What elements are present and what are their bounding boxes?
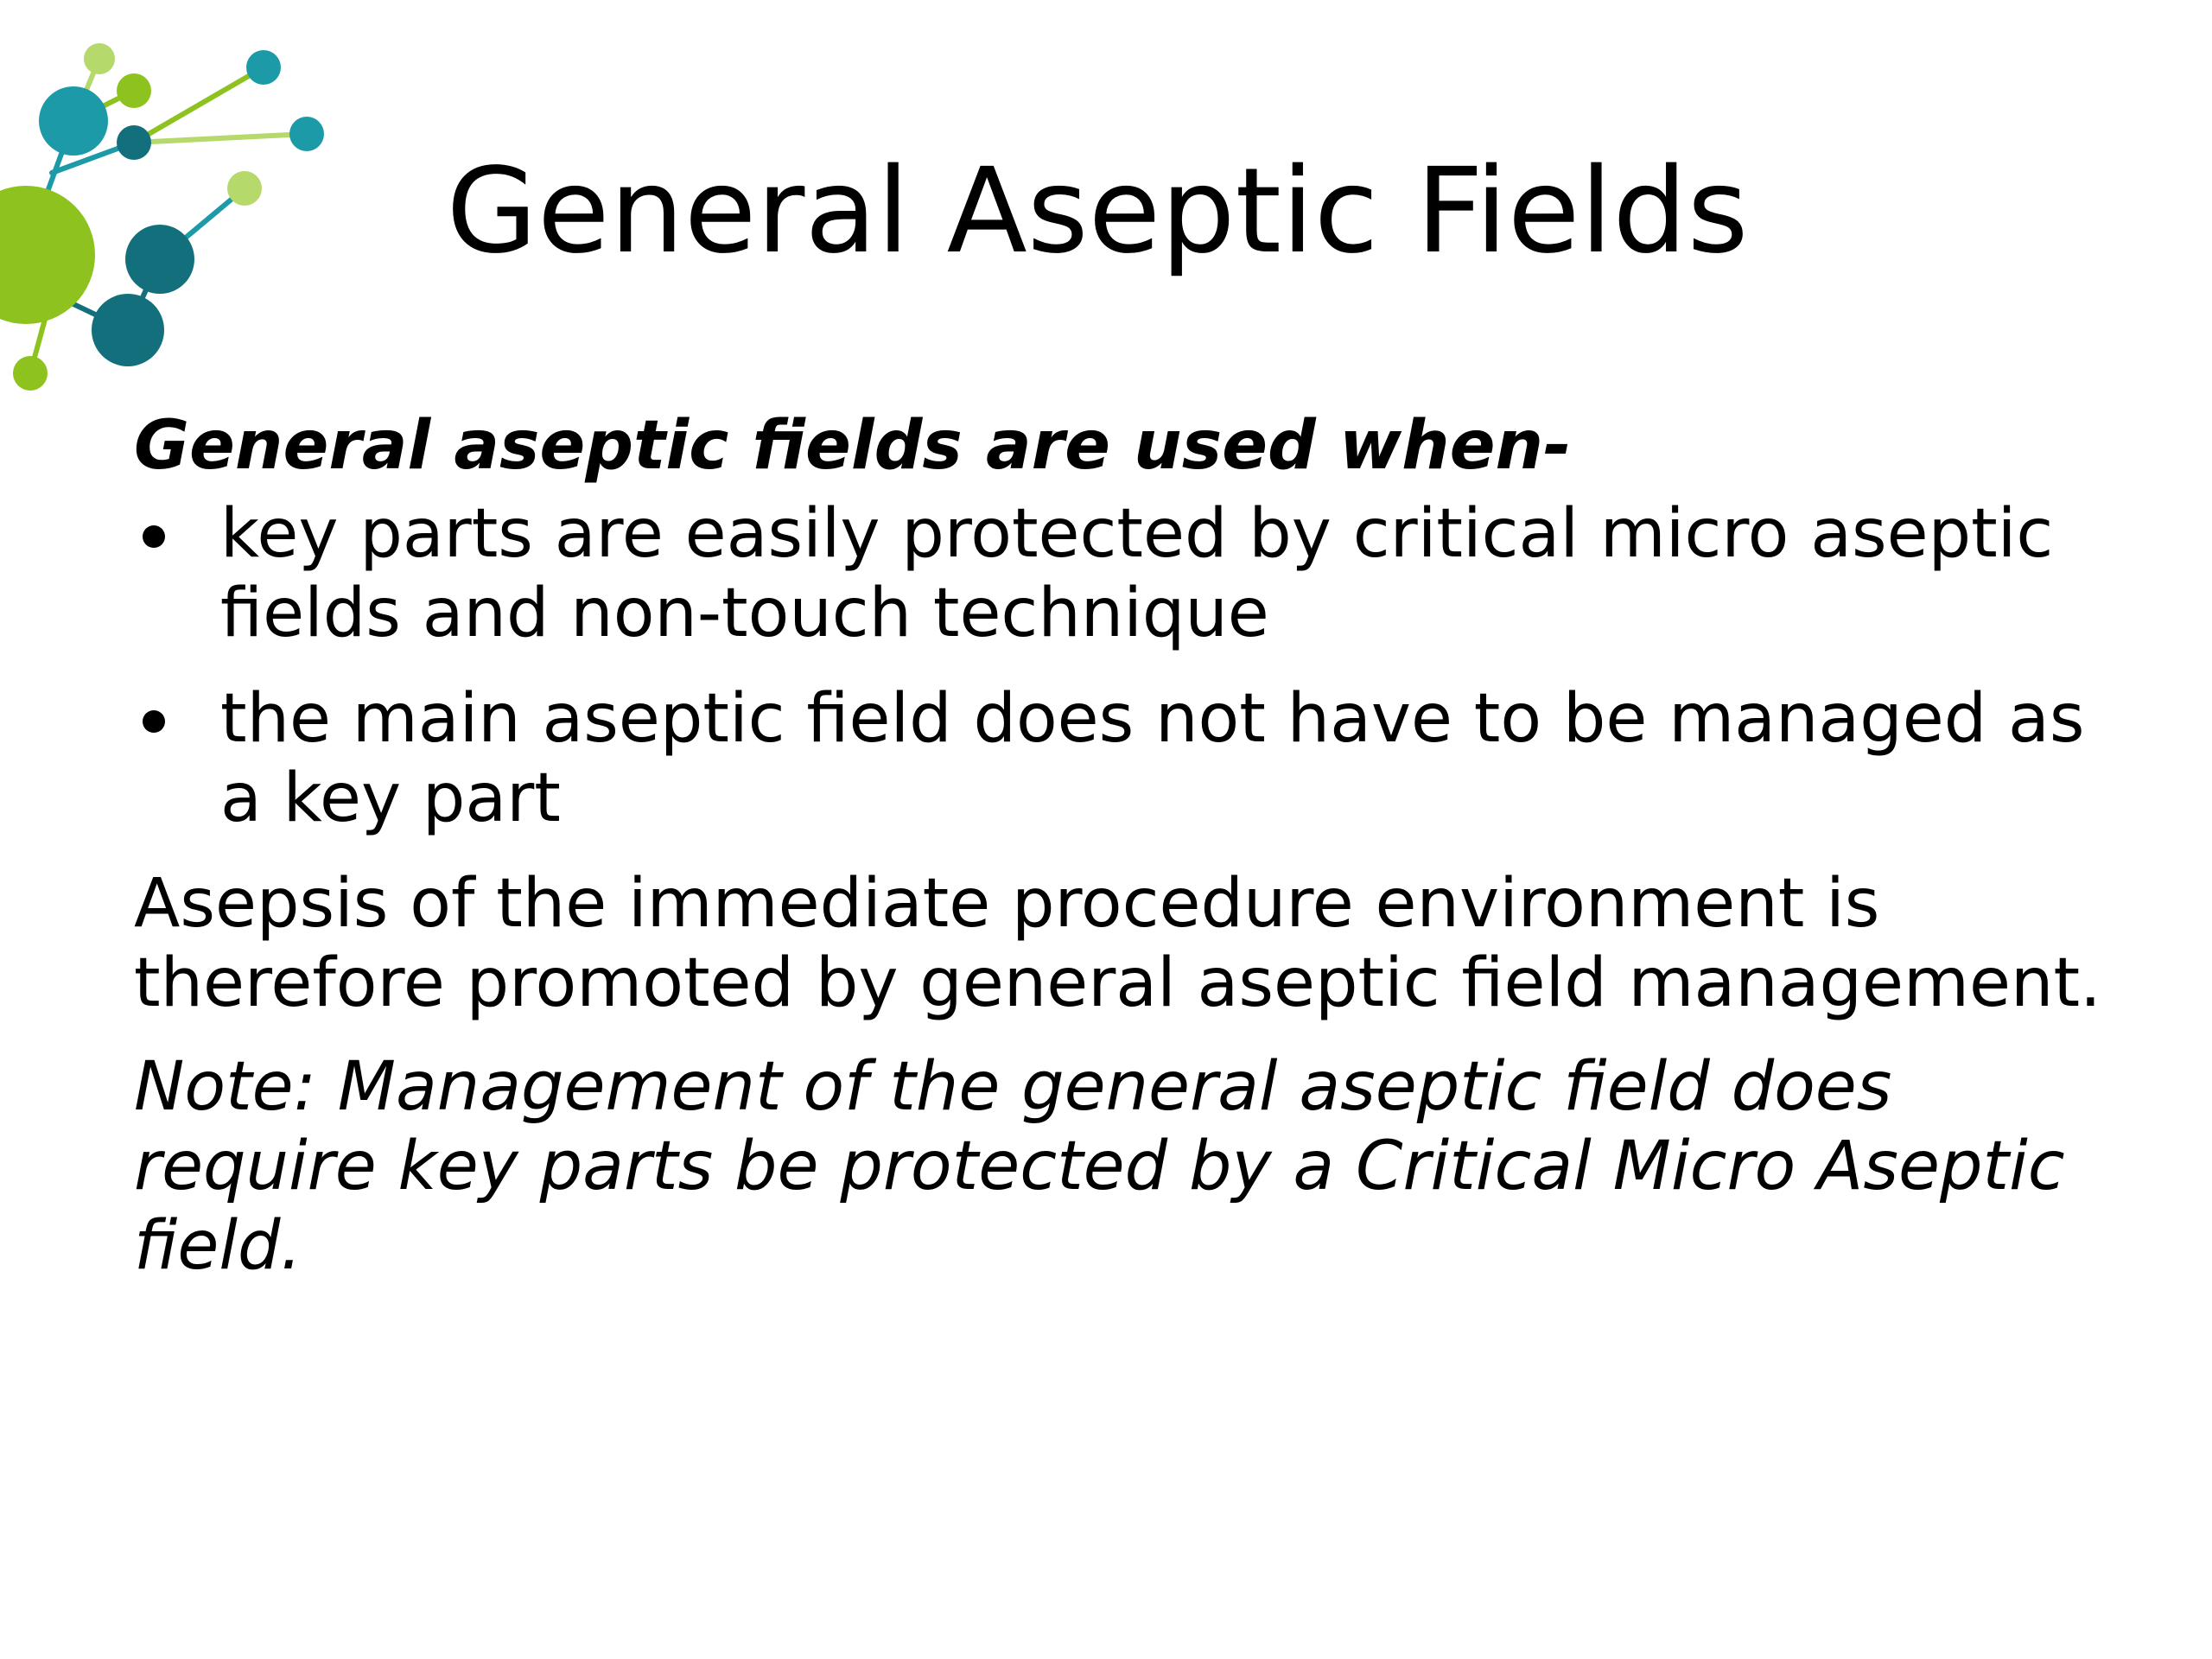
slide-title-text: General Aseptic Fields bbox=[446, 143, 1749, 280]
bullet-list bbox=[134, 494, 2121, 838]
body-paragraph: Asepsis of the immediate procedure environment is therefore promoted by general aseptic field management. bbox=[134, 865, 2101, 1022]
slide-body bbox=[134, 406, 2121, 1286]
bullet-text: the main aseptic field does not have to be managed as a key part bbox=[220, 680, 2085, 837]
bullet-icon bbox=[143, 710, 165, 733]
bullet-text: key parts are easily protected by critical micro aseptic fields and non-touch technique bbox=[220, 495, 2054, 652]
bullet-icon bbox=[143, 525, 165, 548]
slide-title bbox=[0, 138, 2212, 285]
bullet-item bbox=[134, 494, 2121, 653]
intro-heading: General aseptic fields are used when- bbox=[134, 407, 1572, 485]
bullet-item bbox=[134, 679, 2121, 838]
note-paragraph: Note: Management of the general aseptic field does require key parts be protected by a Critical Micro Aseptic field. bbox=[134, 1048, 2065, 1285]
